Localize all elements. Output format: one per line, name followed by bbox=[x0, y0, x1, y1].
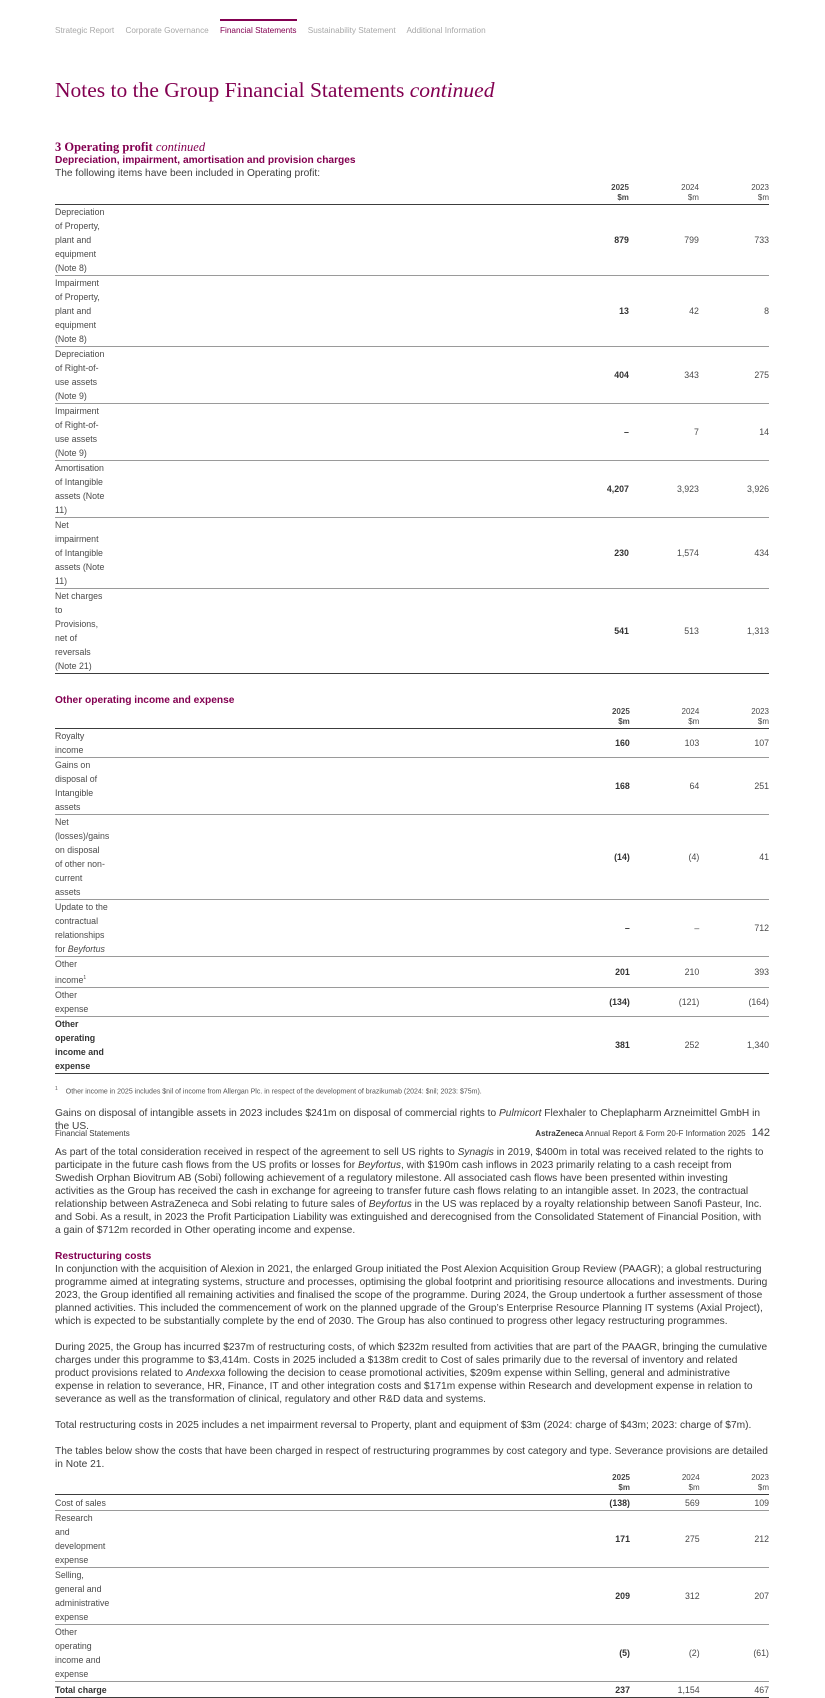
col-2023: 2023 $m bbox=[700, 1473, 769, 1495]
col-2023: 2023 $m bbox=[699, 183, 769, 205]
page-title-suffix: continued bbox=[409, 78, 495, 102]
table-row: Net (losses)/gains on disposal of other non-current assets (14) (4) 41 bbox=[55, 815, 769, 900]
col-2023: 2023 $m bbox=[699, 707, 769, 729]
nav-sustainability-statement[interactable]: Sustainability Statement bbox=[307, 26, 396, 35]
table-row: Update to the contractual relationships for Beyfortus – – 712 bbox=[55, 900, 769, 957]
note-heading-continued: continued bbox=[155, 140, 206, 154]
main-content bbox=[55, 140, 769, 1698]
page-number: 142 bbox=[751, 1127, 770, 1139]
footnote: $^1$ Other income in 2025 includes $nil of income from Allergan Plc. in respect of the development of brazikumab (2024: $nil; 2023: $75m). bbox=[55, 1085, 482, 1096]
restructuring-table bbox=[55, 1473, 769, 1698]
col-2025: 2025 $m bbox=[109, 707, 630, 729]
paragraph-pulmicort: Gains on disposal of intangible assets in 2023 includes $241m on disposal of commercial rights to Pulmicort Flexhaler to Cheplapharm Arzneimittel GmbH in the US. bbox=[55, 1108, 761, 1133]
nav-corporate-governance[interactable]: Corporate Governance bbox=[125, 26, 209, 35]
footer-brand: AstraZeneca bbox=[535, 1129, 584, 1138]
note-heading bbox=[55, 140, 769, 154]
footer-section: Financial Statements bbox=[55, 1129, 130, 1138]
table-total-row: Other operating income and expense 381 252 1,340 bbox=[55, 1016, 769, 1073]
col-2025: 2025 $m bbox=[109, 1473, 630, 1495]
paragraph-synagis: As part of the total consideration received in respect of the agreement to sell US rights to Synagis in 2019, $400m in total was received related to the rights to participate in the future cash flows from the US profits or losses for Beyfortus, with $190m cash inflows in 2023 primarily relating to a cash receipt from Swedish Orphan Biovitrum AB (Sobi) following achievement of a regulatory milestone. All associated cash flows have been presented within investing activities as the Group has received the cash in exchange for agreeing to transfer future cash flows relating to an intangible asset. In 2023, the contractual relationship between AstraZeneca and Sobi relating to future sales of Beyfortus in the US was replaced by a royalty relationship between Sanofi Pasteur, Inc. and Sobi. As a result, in 2023 the Profit Participation Liability was extinguished and derecognised from the Consolidated Statement of Financial Position, with a gain of $712m recorded in Other operating income and expense. bbox=[55, 1147, 764, 1237]
table-row: Cost of sales (138) 569 109 bbox=[55, 1497, 769, 1508]
footer-report bbox=[535, 1127, 770, 1139]
table-row: Royalty income 160 103 107 bbox=[55, 731, 769, 755]
col-2024: 2024 $m bbox=[629, 183, 699, 205]
table-row: Impairment of Right-of-use assets (Note 9) – 7 14 bbox=[55, 404, 769, 461]
restructuring-paragraph-1: In conjunction with the acquisition of Alexion in 2021, the enlarged Group initiated the Post Alexion Acquisition Group Review (PAAGR); a global restructuring programme aimed at integrating systems, structure and processes, optimising the global footprint and prioritising resource allocations and investments. During 2023, the Group identified all remaining activities and finalised the scope of the programme. During 2024, the Group undertook a further assessment of those planned activities. This included the commencement of work on the planned upgrade of the Group’s Enterprise Resource Planning IT systems (Axial Project), which is expected to be substantially complete by the end of 2030. The Group has also continued to progress other legacy restructuring programmes. bbox=[55, 1264, 768, 1328]
table-row: Other income$^1$ 201 210 393 bbox=[55, 957, 769, 988]
table-row: Net charges to Provisions, net of reversals (Note 21) 541 513 1,313 bbox=[55, 589, 769, 674]
restructuring-paragraph-3: Total restructuring costs in 2025 includes a net impairment reversal to Property, plant and equipment of $3m (2024: charge of $43m; 2023: charge of $7m). bbox=[55, 1420, 752, 1432]
nav-strategic-report[interactable]: Strategic Report bbox=[55, 26, 115, 35]
nav-additional-information[interactable]: Additional Information bbox=[406, 26, 486, 35]
note-heading-title: 3 Operating profit bbox=[55, 140, 153, 154]
restructuring-paragraph-2: During 2025, the Group has incurred $237m of restructuring costs, of which $232m resulted from activities that are part of the PAAGR, bringing the cumulative charges under this programme to $3,414m. Costs in 2025 included a $138m credit to Cost of sales primarily due to the reversal of inventory and related product provisions related to Andexxa following the decision to cease promotional activities, $209m expense within Selling, general and administrative expense in relation to severance, HR, Finance, IT and other integration costs and $171m expense within Research and development expense in relation to severance as well as the transformation of clinical, regulatory and other R&D data and systems. bbox=[55, 1342, 768, 1406]
other-operating-table bbox=[55, 707, 769, 1074]
table-row: Depreciation of Property, plant and equipment (Note 8) 879 799 733 bbox=[55, 207, 769, 273]
table-row: Impairment of Property, plant and equipment (Note 8) 13 42 8 bbox=[55, 276, 769, 347]
table-row: Other expense (134) (121) (164) bbox=[55, 987, 769, 1016]
other-operating-heading: Other operating income and expense bbox=[55, 695, 235, 706]
nav-financial-statements[interactable]: Financial Statements bbox=[220, 26, 297, 35]
table-total-row: Total charge 237 1,154 467 bbox=[55, 1682, 769, 1698]
table-row: Gains on disposal of Intangible assets 168 64 251 bbox=[55, 758, 769, 815]
restructuring-paragraph-4: The tables below show the costs that have been charged in respect of restructuring programmes by cost category and type. Severance provisions are detailed in Note 21. bbox=[55, 1446, 768, 1471]
table-row: Research and development expense 171 275 212 bbox=[55, 1511, 769, 1568]
depreciation-table bbox=[55, 183, 769, 674]
page-title bbox=[55, 78, 494, 103]
table-row: Other operating income and expense (5) (2) (61) bbox=[55, 1625, 769, 1682]
footer-report-title: Annual Report & Form 20-F Information 2025 bbox=[583, 1129, 746, 1138]
table-row: Amortisation of Intangible assets (Note 11) 4,207 3,923 3,926 bbox=[55, 461, 769, 518]
col-2024: 2024 $m bbox=[630, 707, 700, 729]
page-title-main: Notes to the Group Financial Statements bbox=[55, 78, 405, 102]
top-navigation bbox=[55, 26, 495, 35]
col-2024: 2024 $m bbox=[630, 1473, 700, 1495]
table-row: Depreciation of Right-of-use assets (Note 9) 404 343 275 bbox=[55, 347, 769, 404]
restructuring-heading: Restructuring costs bbox=[55, 1251, 152, 1263]
table-row: Selling, general and administrative expense 209 312 207 bbox=[55, 1568, 769, 1625]
depreciation-intro: The following items have been included in Operating profit: bbox=[55, 168, 321, 179]
col-2025: 2025 $m bbox=[104, 183, 629, 205]
table-row: Net impairment of Intangible assets (Note 11) 230 1,574 434 bbox=[55, 518, 769, 589]
depreciation-heading: Depreciation, impairment, amortisation and provision charges bbox=[55, 155, 356, 166]
